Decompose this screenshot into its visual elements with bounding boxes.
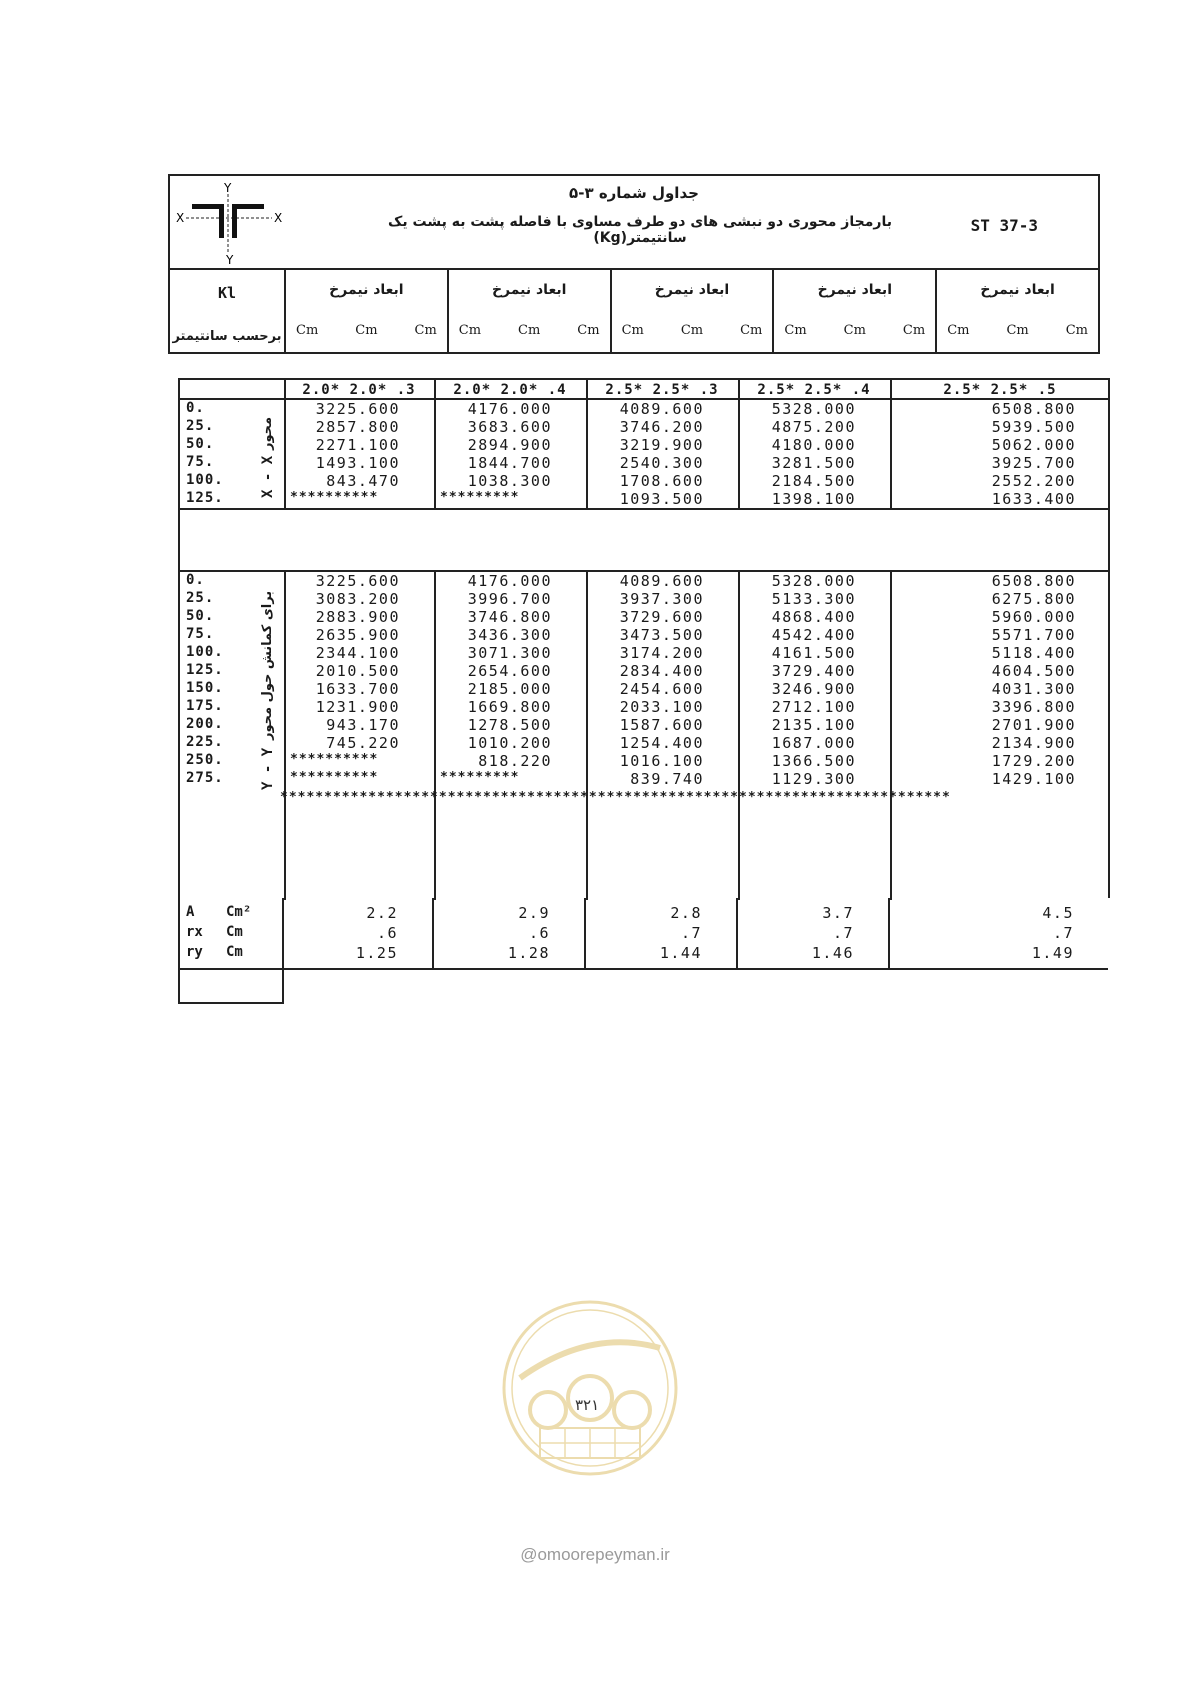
section-properties [178,898,1110,1004]
property-value: 4.5 [1042,904,1074,922]
property-value: 2.2 [366,904,398,922]
load-value: 1687.000 [771,734,856,752]
property-value: 1.28 [507,944,550,962]
load-value: 1669.800 [467,698,552,716]
load-table-body [178,378,1110,898]
column-divider [282,898,284,1004]
load-value: 1429.100 [991,770,1076,788]
column-divider [738,380,740,900]
property-value: .7 [1052,924,1074,942]
property-value: .7 [832,924,854,942]
load-value: 3225.600 [315,572,400,590]
column-divider [736,898,738,968]
load-value: 1010.200 [467,734,552,752]
load-value: 1038.300 [467,472,552,490]
column-divider [584,898,586,968]
load-value: 1366.500 [771,752,856,770]
load-value: 2635.900 [315,626,400,644]
property-value: 1.25 [355,944,398,962]
load-value: 745.220 [326,734,400,752]
unit-label: Cm [843,323,866,338]
load-value: 2834.400 [619,662,704,680]
load-value: 2712.100 [771,698,856,716]
load-value: 3683.600 [467,418,552,436]
unit-label: Cm [296,323,319,338]
xx-axis-label: X - X [260,455,276,498]
property-unit: Cm² [226,904,252,920]
load-value: 1587.600 [619,716,704,734]
table-bottom-border [178,1002,284,1004]
units-row [459,323,600,338]
profile-size-label: 2.5* 2.5* .5 [943,382,1057,398]
load-value: 3729.400 [771,662,856,680]
load-value: 3925.700 [991,454,1076,472]
load-value: 4180.000 [771,436,856,454]
load-value: 3746.200 [619,418,704,436]
load-value: 3996.700 [467,590,552,608]
load-value: 4868.400 [771,608,856,626]
load-value: 1844.700 [467,454,552,472]
load-value: 3083.200 [315,590,400,608]
load-value: 3937.300 [619,590,704,608]
unit-label: Cm [414,323,437,338]
table-bottom-border [178,968,1108,970]
load-value: 2271.100 [315,436,400,454]
property-value: .7 [680,924,702,942]
unit-label: Cm [577,323,600,338]
profile-size-label: 2.5* 2.5* .3 [605,382,719,398]
load-value: 3396.800 [991,698,1076,716]
kl-value: 75. [186,454,215,470]
dim-label: ابعاد نیمرخ [817,282,892,298]
property-unit: Cm [226,924,243,940]
load-value: 5571.700 [991,626,1076,644]
kl-value: 50. [186,436,215,452]
column-divider [586,380,588,900]
load-value: 843.470 [326,472,400,490]
load-value: 1231.900 [315,698,400,716]
kl-value: 0. [186,572,205,588]
load-value: 1633.400 [991,490,1076,508]
load-value: 3729.600 [619,608,704,626]
load-value: 3436.300 [467,626,552,644]
omoorepeyman-seal-logo [500,1298,680,1478]
load-value: 4875.200 [771,418,856,436]
kl-value: 25. [186,418,215,434]
load-value: 5062.000 [991,436,1076,454]
load-value: 1093.500 [619,490,704,508]
svg-text:Y: Y [226,253,234,266]
load-value: 5118.400 [991,644,1076,662]
unit-label: Cm [784,323,807,338]
dim-header-cell [937,268,1098,352]
load-value: 3746.800 [467,608,552,626]
property-label: rx [186,924,203,940]
load-value: ********** [290,770,379,785]
unit-label: Cm [1065,323,1088,338]
kl-value: 100. [186,644,224,660]
load-value: ********* [440,770,520,785]
load-value: 2185.000 [467,680,552,698]
property-label: A [186,904,195,920]
load-value: ********* [440,490,520,505]
load-value: 4542.400 [771,626,856,644]
svg-text:Y: Y [224,182,232,195]
load-value: 3219.900 [619,436,704,454]
kl-header-cell [170,268,286,352]
kl-unit-label: برحسب سانتیمتر [172,329,282,344]
load-value: 1254.400 [619,734,704,752]
svg-text:X: X [274,211,283,225]
unit-label: Cm [355,323,378,338]
load-value: 4031.300 [991,680,1076,698]
kl-value: 75. [186,626,215,642]
load-value: 2134.900 [991,734,1076,752]
dim-label: ابعاد نیمرخ [654,282,730,298]
profile-size-label: 2.0* 2.0* .3 [302,382,416,398]
profile-size-label: 2.5* 2.5* .4 [757,382,871,398]
kl-value: 25. [186,590,215,606]
watermark-text: @omoorepeyman.ir [520,1545,670,1564]
yy-axis-label: Y - Y [260,747,276,790]
load-value: 2883.900 [315,608,400,626]
load-value: 3071.300 [467,644,552,662]
kl-value: 100. [186,472,224,488]
load-value: 5328.000 [771,572,856,590]
load-value: 3225.600 [315,400,400,418]
table-number: جداول شماره ۳-۵ [569,184,699,202]
unit-label: Cm [1006,323,1029,338]
column-divider [432,898,434,968]
unit-label: Cm [621,323,644,338]
kl-value: 125. [186,662,224,678]
column-divider [890,380,892,900]
load-value: 1016.100 [619,752,704,770]
dim-header-cell [286,268,449,352]
kl-value: 125. [186,490,224,506]
dim-label: ابعاد نیمرخ [329,282,404,298]
load-value: 4161.500 [771,644,856,662]
kl-label: Kl [217,284,237,302]
dim-header-cell [449,268,612,352]
load-value: 2654.600 [467,662,552,680]
xx-axis-fa-label: محور [260,416,275,450]
kl-value: 150. [186,680,224,696]
kl-value: 275. [186,770,224,786]
kl-value: 250. [186,752,224,768]
unit-label: Cm [740,323,763,338]
property-unit: Cm [226,944,243,960]
load-value: 2701.900 [991,716,1076,734]
load-value: 1729.200 [991,752,1076,770]
unit-label: Cm [902,323,926,338]
dim-header-cell [612,268,775,352]
load-value: 3174.200 [619,644,704,662]
load-value: 818.220 [478,752,552,770]
property-value: .6 [528,924,550,942]
property-value: 2.9 [518,904,550,922]
dim-header-cell [774,268,937,352]
load-value: 4089.600 [619,400,704,418]
load-value: 2184.500 [771,472,856,490]
dim-label: ابعاد نیمرخ [491,282,567,298]
load-value: 2454.600 [619,680,704,698]
dim-label: ابعاد نیمرخ [980,282,1055,298]
load-value: 1633.700 [315,680,400,698]
kl-value: 175. [186,698,224,714]
kl-value: 200. [186,716,224,732]
load-value: 839.740 [630,770,704,788]
load-value: 4604.500 [991,662,1076,680]
load-value: 3473.500 [619,626,704,644]
steel-grade: ST 37-3 [970,216,1038,235]
load-value: 2344.100 [315,644,400,662]
property-value: 1.44 [659,944,702,962]
column-divider [284,380,286,900]
load-value: 3281.500 [771,454,856,472]
unit-label: Cm [518,323,541,338]
profile-size-label: 2.0* 2.0* .4 [453,382,567,398]
units-row [947,323,1088,338]
kl-value: 225. [186,734,224,750]
table-left-border [178,898,180,1004]
load-value: 5133.300 [771,590,856,608]
property-label: ry [186,944,203,960]
load-value: 4089.600 [619,572,704,590]
load-value: 5960.000 [991,608,1076,626]
table-header [168,174,1100,354]
yy-axis-fa-label: برای کمانش حول محور [260,590,275,740]
load-value: 1493.100 [315,454,400,472]
unit-label: Cm [458,323,482,338]
load-value: 943.170 [326,716,400,734]
load-value: 2010.500 [315,662,400,680]
load-value: 2552.200 [991,472,1076,490]
property-value: 3.7 [822,904,854,922]
load-value: 2540.300 [619,454,704,472]
star-separator: **************************************************************************** [280,790,951,805]
load-value: 1129.300 [771,770,856,788]
property-value: 1.49 [1031,944,1074,962]
column-divider [434,380,436,900]
property-value: 2.8 [670,904,702,922]
load-value: 3246.900 [771,680,856,698]
load-value: 2894.900 [467,436,552,454]
kl-value: 0. [186,400,205,416]
svg-text:X: X [176,211,185,225]
kl-value: 50. [186,608,215,624]
title-row [170,176,1098,270]
column-header-row [170,268,1098,352]
units-row [784,323,925,338]
load-value: 5328.000 [771,400,856,418]
load-value: 2033.100 [619,698,704,716]
load-value: 4176.000 [467,400,552,418]
load-value: 2135.100 [771,716,856,734]
page-number: ۳۲۱ [575,1396,600,1414]
unit-label: Cm [947,323,970,338]
load-value: 6508.800 [991,572,1076,590]
load-value: 2857.800 [315,418,400,436]
unit-label: Cm [680,323,704,338]
load-value: ********** [290,752,379,767]
column-divider [888,898,890,968]
load-value: 6275.800 [991,590,1076,608]
load-value: ********** [290,490,379,505]
table-title: بارمجاز محوری دو نبشی های دو طرف مساوی با فاصله پشت به پشت یک سانتیمتر(Kg) [388,214,892,246]
units-row [296,323,437,338]
load-value: 4176.000 [467,572,552,590]
load-value: 5939.500 [991,418,1076,436]
load-value: 1708.600 [619,472,704,490]
units-row [622,323,763,338]
property-value: 1.46 [811,944,854,962]
empty-band [182,510,1108,570]
load-value: 1278.500 [467,716,552,734]
property-value: .6 [376,924,398,942]
load-value: 6508.800 [991,400,1076,418]
load-value: 1398.100 [771,490,856,508]
